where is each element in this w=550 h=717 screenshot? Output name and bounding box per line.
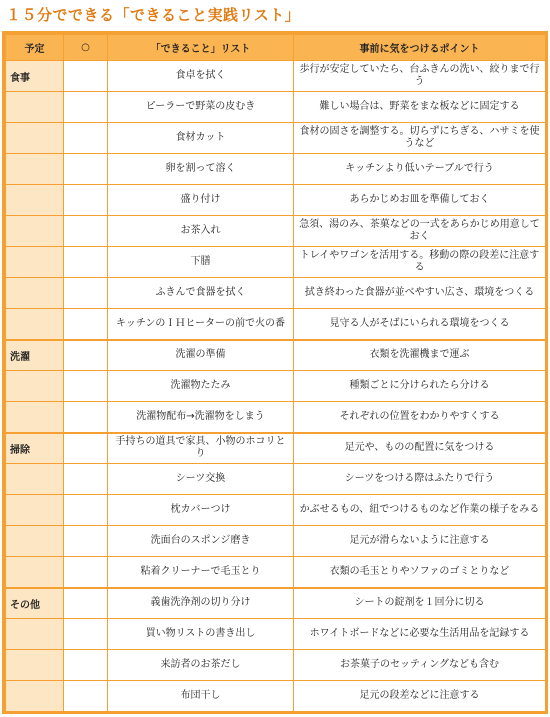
task-cell: 買い物リストの書き出し xyxy=(108,619,294,650)
schedule-cell: 掃除 xyxy=(6,433,64,464)
table-row xyxy=(6,619,546,650)
header-schedule: 予定 xyxy=(6,35,64,61)
schedule-cell xyxy=(6,216,64,247)
point-cell: キッチンより低いテーブルで行う xyxy=(294,154,546,185)
schedule-cell: 食事 xyxy=(6,61,64,92)
task-cell: 下膳 xyxy=(108,247,294,278)
check-cell[interactable] xyxy=(64,61,108,92)
check-cell[interactable] xyxy=(64,340,108,371)
schedule-cell xyxy=(6,619,64,650)
table-header-row xyxy=(6,35,546,61)
table-row xyxy=(6,154,546,185)
task-cell: 洗濯物配布→洗濯物をしまう xyxy=(108,402,294,433)
table-row xyxy=(6,185,546,216)
schedule-cell xyxy=(6,650,64,681)
task-cell: 来訪者のお茶だし xyxy=(108,650,294,681)
header-task: 「できること」リスト xyxy=(108,35,294,61)
point-cell: トレイやワゴンを活用する。移動の際の段差に注意する xyxy=(294,247,546,278)
table-row xyxy=(6,247,546,278)
table-row xyxy=(6,371,546,402)
task-cell: シーツ交換 xyxy=(108,464,294,495)
schedule-cell xyxy=(6,464,64,495)
check-cell[interactable] xyxy=(64,216,108,247)
schedule-cell xyxy=(6,92,64,123)
task-cell: 卵を割って溶く xyxy=(108,154,294,185)
check-cell[interactable] xyxy=(64,433,108,464)
table-row xyxy=(6,340,546,371)
table-row xyxy=(6,681,546,712)
table-row xyxy=(6,650,546,681)
point-cell: それぞれの位置をわかりやすくする xyxy=(294,402,546,433)
schedule-cell xyxy=(6,278,64,309)
task-cell: 布団干し xyxy=(108,681,294,712)
task-cell: 洗濯物たたみ xyxy=(108,371,294,402)
schedule-cell: その他 xyxy=(6,588,64,619)
check-cell[interactable] xyxy=(64,247,108,278)
schedule-cell xyxy=(6,247,64,278)
point-cell: 衣類を洗濯機まで運ぶ xyxy=(294,340,546,371)
point-cell: シーツをつける際はふたりで行う xyxy=(294,464,546,495)
table-row xyxy=(6,61,546,92)
point-cell: 急須、湯のみ、茶菓などの一式をあらかじめ用意しておく xyxy=(294,216,546,247)
header-check: ○ xyxy=(64,35,108,61)
schedule-cell xyxy=(6,557,64,588)
schedule-cell xyxy=(6,681,64,712)
point-cell: 歩行が安定していたら、台ふきんの洗い、絞りまで行う xyxy=(294,61,546,92)
table-row xyxy=(6,402,546,433)
task-cell: 盛り付け xyxy=(108,185,294,216)
table-row xyxy=(6,309,546,340)
table-row xyxy=(6,588,546,619)
table-row xyxy=(6,433,546,464)
task-cell: 枕カバーつけ xyxy=(108,495,294,526)
task-cell: 食材カット xyxy=(108,123,294,154)
table-row xyxy=(6,495,546,526)
point-cell: お茶菓子のセッティングなども含む xyxy=(294,650,546,681)
schedule-cell xyxy=(6,371,64,402)
schedule-cell xyxy=(6,123,64,154)
check-cell[interactable] xyxy=(64,402,108,433)
check-cell[interactable] xyxy=(64,371,108,402)
page-title: １５分でできる「できること実践リスト」 xyxy=(6,6,301,24)
check-cell[interactable] xyxy=(64,526,108,557)
point-cell: シートの錠剤を１回分に切る xyxy=(294,588,546,619)
check-cell[interactable] xyxy=(64,309,108,340)
check-cell[interactable] xyxy=(64,154,108,185)
check-cell[interactable] xyxy=(64,464,108,495)
schedule-cell xyxy=(6,309,64,340)
check-cell[interactable] xyxy=(64,123,108,154)
task-cell: 義歯洗浄剤の切り分け xyxy=(108,588,294,619)
check-cell[interactable] xyxy=(64,185,108,216)
point-cell: 見守る人がそばにいられる環境をつくる xyxy=(294,309,546,340)
point-cell: 足元や、ものの配置に気をつける xyxy=(294,433,546,464)
schedule-cell xyxy=(6,185,64,216)
schedule-cell xyxy=(6,402,64,433)
table-row xyxy=(6,557,546,588)
point-cell: 拭き終わった食器が並べやすい広さ、環境をつくる xyxy=(294,278,546,309)
checklist-table xyxy=(5,34,546,712)
table-body xyxy=(6,61,546,712)
table-row xyxy=(6,216,546,247)
check-cell[interactable] xyxy=(64,650,108,681)
task-cell: 洗濯の準備 xyxy=(108,340,294,371)
task-cell: キッチンのＩＨヒーターの前で火の番 xyxy=(108,309,294,340)
point-cell: 種類ごとに分けられたら分ける xyxy=(294,371,546,402)
task-cell: ピーラーで野菜の皮むき xyxy=(108,92,294,123)
table-row xyxy=(6,92,546,123)
point-cell: 難しい場合は、野菜をまな板などに固定する xyxy=(294,92,546,123)
schedule-cell xyxy=(6,495,64,526)
point-cell: 足元の段差などに注意する xyxy=(294,681,546,712)
check-cell[interactable] xyxy=(64,278,108,309)
check-cell[interactable] xyxy=(64,619,108,650)
check-cell[interactable] xyxy=(64,557,108,588)
table-row xyxy=(6,526,546,557)
task-cell: ふきんで食器を拭く xyxy=(108,278,294,309)
point-cell: かぶせるもの、紐でつけるものなど作業の様子をみる xyxy=(294,495,546,526)
point-cell: あらかじめお皿を準備しておく xyxy=(294,185,546,216)
schedule-cell xyxy=(6,526,64,557)
header-point: 事前に気をつけるポイント xyxy=(294,35,546,61)
point-cell: 食材の固さを調整する。切らずにちぎる、ハサミを使うなど xyxy=(294,123,546,154)
point-cell: 衣類の毛玉とりやソファのゴミとりなど xyxy=(294,557,546,588)
checklist-table-frame xyxy=(2,31,548,714)
check-cell[interactable] xyxy=(64,588,108,619)
check-cell[interactable] xyxy=(64,92,108,123)
table-row xyxy=(6,464,546,495)
task-cell: 食卓を拭く xyxy=(108,61,294,92)
task-cell: 手持ちの道具で家具、小物のホコリとり xyxy=(108,433,294,464)
table-row xyxy=(6,123,546,154)
point-cell: ホワイトボードなどに必要な生活用品を記録する xyxy=(294,619,546,650)
task-cell: 粘着クリーナーで毛玉とり xyxy=(108,557,294,588)
task-cell: お茶入れ xyxy=(108,216,294,247)
check-cell[interactable] xyxy=(64,495,108,526)
table-row xyxy=(6,278,546,309)
point-cell: 足元が滑らないように注意する xyxy=(294,526,546,557)
schedule-cell: 洗濯 xyxy=(6,340,64,371)
check-cell[interactable] xyxy=(64,681,108,712)
schedule-cell xyxy=(6,154,64,185)
task-cell: 洗面台のスポンジ磨き xyxy=(108,526,294,557)
